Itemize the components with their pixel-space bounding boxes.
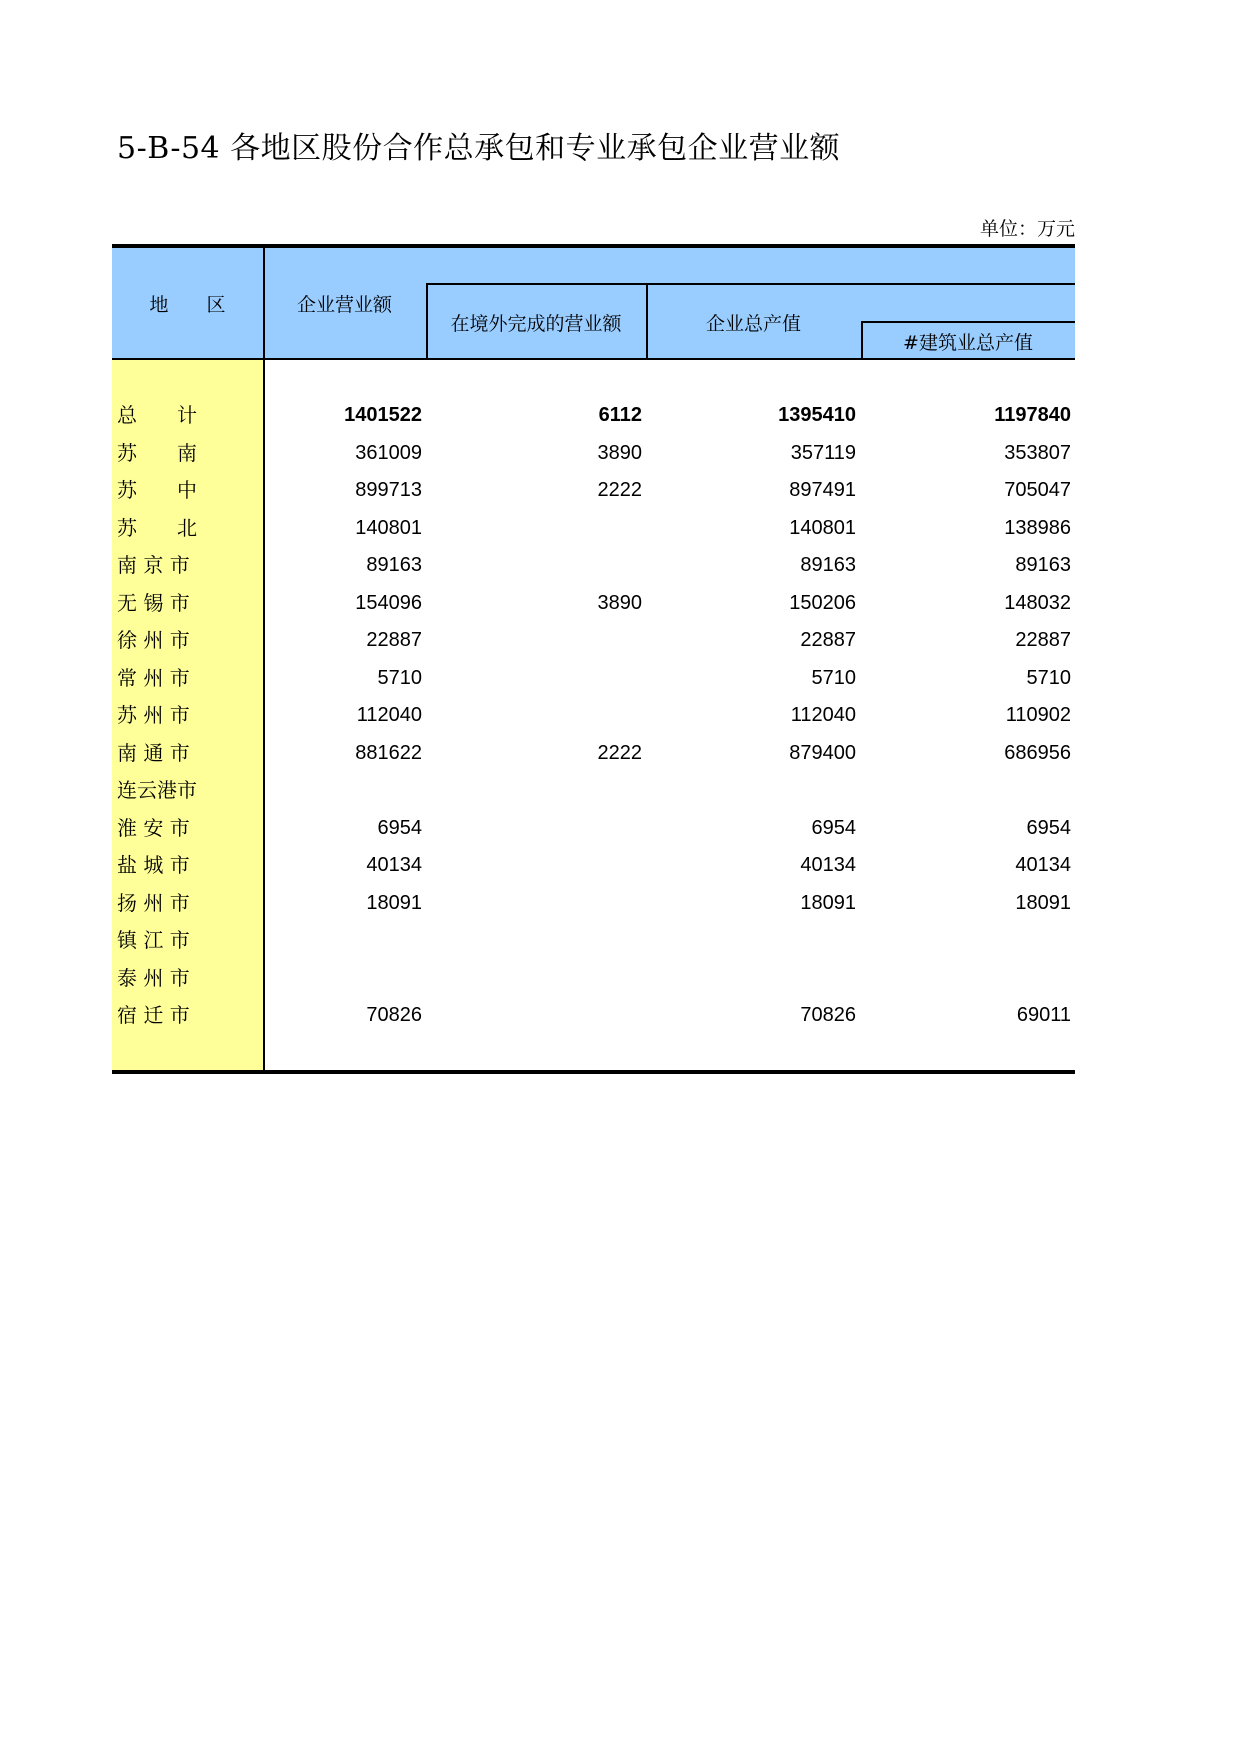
cell-total-output: 5710 (811, 666, 856, 689)
cell-construction-output: 5710 (1026, 666, 1071, 689)
cell-construction-output: 18091 (1015, 891, 1071, 914)
row-region-name: 常 州 市 (117, 665, 190, 690)
row-region-name: 总 计 (117, 403, 197, 427)
header-region: 地 区 (149, 294, 226, 316)
cell-revenue: 5710 (377, 666, 422, 689)
row-region-name: 盐 城 市 (117, 853, 190, 877)
row-region-name: 苏 北 (117, 515, 197, 540)
cell-revenue: 112040 (356, 704, 422, 726)
cell-construction-output: 110902 (1005, 704, 1071, 726)
cell-total-output: 357119 (790, 441, 856, 464)
cell-revenue: 89163 (366, 554, 422, 576)
cell-overseas-revenue: 2222 (597, 479, 642, 501)
cell-total-output: 879400 (789, 741, 856, 764)
cell-revenue: 154096 (355, 591, 422, 614)
cell-revenue: 6954 (377, 816, 422, 839)
row-region-name: 苏 南 (117, 440, 197, 465)
cell-revenue: 70826 (366, 1004, 422, 1026)
table-row (112, 735, 1075, 772)
table-row (112, 810, 1075, 847)
cell-construction-output: 89163 (1015, 554, 1071, 576)
page-title: 5-B-54 各地区股份合作总承包和专业承包企业营业额 (117, 131, 841, 166)
cell-total-output: 140801 (789, 516, 856, 539)
row-region-name: 宿 迁 市 (117, 1003, 190, 1027)
cell-construction-output: 40134 (1015, 854, 1071, 876)
cell-construction-output: 138986 (1004, 516, 1071, 539)
cell-total-output: 1395410 (778, 404, 856, 426)
cell-overseas-revenue: 3890 (597, 591, 642, 614)
cell-total-output: 89163 (800, 554, 856, 576)
header-revenue: 企业营业额 (296, 294, 392, 316)
table-row (112, 847, 1075, 884)
cell-revenue: 140801 (355, 516, 422, 539)
row-region-name: 泰 州 市 (117, 965, 190, 990)
table-row (112, 547, 1075, 584)
header-divider (112, 358, 1075, 360)
table-row (112, 472, 1075, 509)
table-row (112, 885, 1075, 922)
cell-overseas-revenue: 6112 (598, 404, 642, 426)
cell-revenue: 1401522 (344, 404, 422, 426)
subheader-line-2 (861, 321, 1075, 323)
table-row (112, 960, 1075, 997)
cell-total-output: 40134 (800, 854, 856, 876)
row-region-name: 淮 安 市 (117, 815, 190, 840)
row-region-name: 苏 州 市 (117, 703, 190, 727)
table-row (112, 772, 1075, 809)
cell-revenue: 361009 (355, 441, 422, 464)
cell-construction-output: 22887 (1015, 629, 1071, 651)
cell-revenue: 40134 (366, 854, 422, 876)
cell-construction-output: 69011 (1016, 1004, 1071, 1026)
header-total-output: 企业总产值 (705, 313, 801, 335)
cell-construction-output: 6954 (1026, 816, 1071, 839)
cell-revenue: 881622 (355, 741, 422, 764)
unit-label: 单位：万元 (979, 218, 1075, 240)
cell-total-output: 897491 (789, 479, 856, 501)
table-row (112, 697, 1075, 734)
subheader-line (426, 283, 1075, 285)
table-row (112, 997, 1075, 1034)
row-region-name: 苏 中 (117, 478, 197, 502)
header-construction-output: #建筑业总产值 (903, 332, 1033, 354)
cell-revenue: 899713 (355, 479, 422, 501)
row-region-name: 南 京 市 (117, 553, 190, 577)
cell-revenue: 22887 (366, 629, 422, 651)
cell-construction-output: 705047 (1004, 479, 1071, 501)
header-overseas-revenue: 在境外完成的营业额 (450, 313, 622, 335)
row-region-name: 扬 州 市 (117, 890, 190, 915)
table-row (112, 510, 1075, 547)
table-row (112, 660, 1075, 697)
row-region-name: 徐 州 市 (117, 628, 190, 652)
cell-construction-output: 148032 (1004, 591, 1071, 614)
cell-total-output: 18091 (800, 891, 856, 914)
row-region-name: 镇 江 市 (117, 928, 190, 952)
row-region-name: 无 锡 市 (117, 590, 190, 615)
cell-construction-output: 353807 (1004, 441, 1071, 464)
cell-total-output: 150206 (789, 591, 856, 614)
data-table (112, 244, 1075, 1072)
table-row (112, 397, 1075, 434)
cell-total-output: 22887 (800, 629, 856, 651)
table-row (112, 585, 1075, 622)
row-region-name: 连云港市 (117, 778, 197, 802)
cell-overseas-revenue: 2222 (597, 741, 642, 764)
table-top-border (112, 244, 1075, 248)
cell-total-output: 70826 (800, 1004, 856, 1026)
cell-construction-output: 686956 (1004, 741, 1071, 764)
cell-construction-output: 1197840 (994, 404, 1071, 426)
row-region-name: 南 通 市 (117, 740, 190, 765)
cell-total-output: 112040 (790, 704, 856, 726)
table-bottom-border (112, 1070, 1075, 1074)
cell-total-output: 6954 (811, 816, 856, 839)
table-row (112, 922, 1075, 959)
table-row (112, 622, 1075, 659)
table-row (112, 435, 1075, 472)
cell-revenue: 18091 (366, 891, 422, 914)
cell-overseas-revenue: 3890 (597, 441, 642, 464)
